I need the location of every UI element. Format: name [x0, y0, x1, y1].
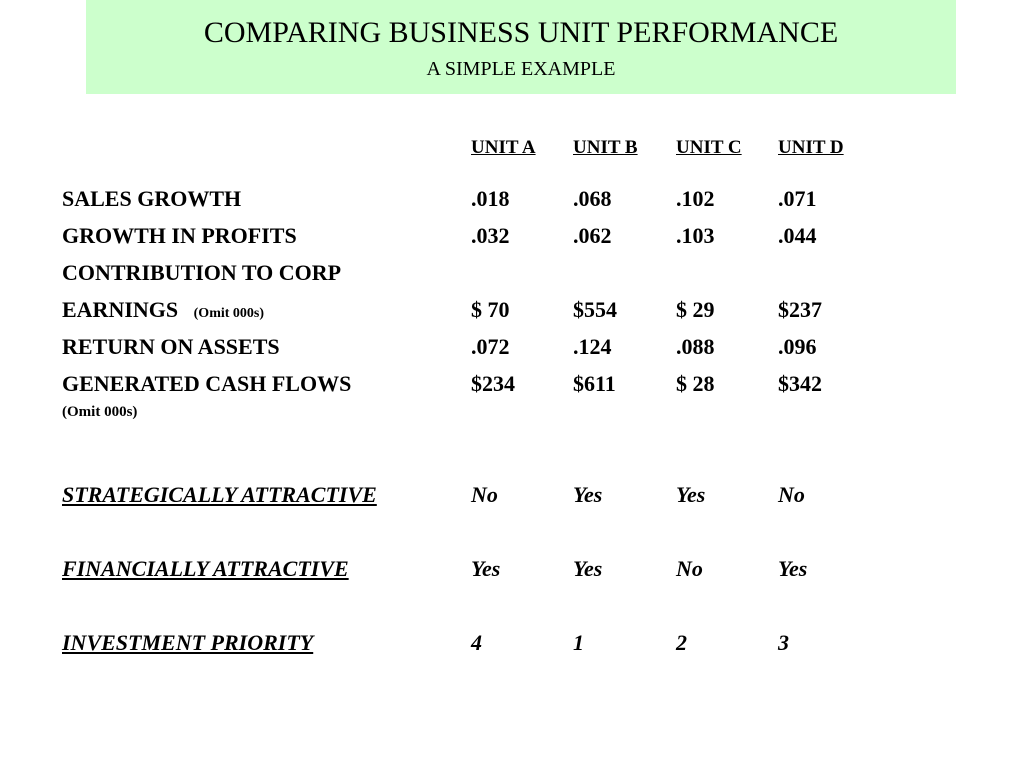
cell-priority-unit-a: 4 — [471, 630, 482, 655]
cell-growth-in-profits-unit-a: .032 — [471, 223, 510, 248]
cell-sales-growth-unit-c: .102 — [676, 186, 715, 211]
cell-return-on-assets-unit-b: .124 — [573, 334, 612, 359]
row-label-investment-priority: INVESTMENT PRIORITY — [62, 630, 314, 655]
row-label-earnings — [62, 297, 264, 327]
cell-earnings-unit-b: $554 — [573, 297, 617, 322]
cell-sales-growth-unit-a: .018 — [471, 186, 510, 211]
cell-growth-in-profits-unit-c: .103 — [676, 223, 715, 248]
column-header-unit-a: UNIT A — [471, 137, 536, 158]
slide-title: COMPARING BUSINESS UNIT PERFORMANCE — [203, 16, 839, 49]
cash-flows-omit-note: (Omit 000s) — [62, 404, 138, 420]
cell-return-on-assets-unit-c: .088 — [676, 334, 715, 359]
slide-subtitle: A SIMPLE EXAMPLE — [426, 58, 616, 80]
cell-strategic-unit-b: Yes — [573, 482, 603, 507]
column-header-unit-d: UNIT D — [778, 137, 844, 158]
cell-cash-flows-unit-c: $ 28 — [676, 371, 715, 396]
earnings-label: EARNINGS — [62, 297, 179, 322]
cell-cash-flows-unit-b: $611 — [573, 371, 616, 396]
row-label-sales-growth: SALES GROWTH — [62, 186, 242, 211]
cell-growth-in-profits-unit-d: .044 — [778, 223, 817, 248]
row-label-contribution: CONTRIBUTION TO CORP — [62, 260, 342, 285]
cell-earnings-unit-d: $237 — [778, 297, 822, 322]
cell-cash-flows-unit-a: $234 — [471, 371, 515, 396]
cell-growth-in-profits-unit-b: .062 — [573, 223, 612, 248]
cell-strategic-unit-a: No — [471, 482, 498, 507]
cell-priority-unit-d: 3 — [778, 630, 789, 655]
cell-return-on-assets-unit-a: .072 — [471, 334, 510, 359]
cell-strategic-unit-d: No — [778, 482, 805, 507]
cell-financial-unit-c: No — [676, 556, 703, 581]
cell-sales-growth-unit-d: .071 — [778, 186, 817, 211]
cell-financial-unit-b: Yes — [573, 556, 603, 581]
row-label-financially-attractive: FINANCIALLY ATTRACTIVE — [62, 556, 349, 581]
cell-return-on-assets-unit-d: .096 — [778, 334, 817, 359]
cell-cash-flows-unit-d: $342 — [778, 371, 822, 396]
cell-earnings-unit-c: $ 29 — [676, 297, 715, 322]
cell-sales-growth-unit-b: .068 — [573, 186, 612, 211]
cell-strategic-unit-c: Yes — [676, 482, 706, 507]
row-label-generated-cash-flows: GENERATED CASH FLOWS — [62, 371, 352, 396]
row-label-growth-in-profits: GROWTH IN PROFITS — [62, 223, 297, 248]
title-banner — [86, 0, 956, 94]
row-label-return-on-assets: RETURN ON ASSETS — [62, 334, 280, 359]
column-header-unit-c: UNIT C — [676, 137, 742, 158]
earnings-omit-note: (Omit 000s) — [193, 306, 265, 321]
column-header-unit-b: UNIT B — [573, 137, 638, 158]
cell-priority-unit-c: 2 — [676, 630, 687, 655]
row-label-strategically-attractive: STRATEGICALLY ATTRACTIVE — [62, 482, 377, 507]
cell-financial-unit-d: Yes — [778, 556, 808, 581]
cell-earnings-unit-a: $ 70 — [471, 297, 510, 322]
cell-financial-unit-a: Yes — [471, 556, 501, 581]
cell-priority-unit-b: 1 — [573, 630, 584, 655]
